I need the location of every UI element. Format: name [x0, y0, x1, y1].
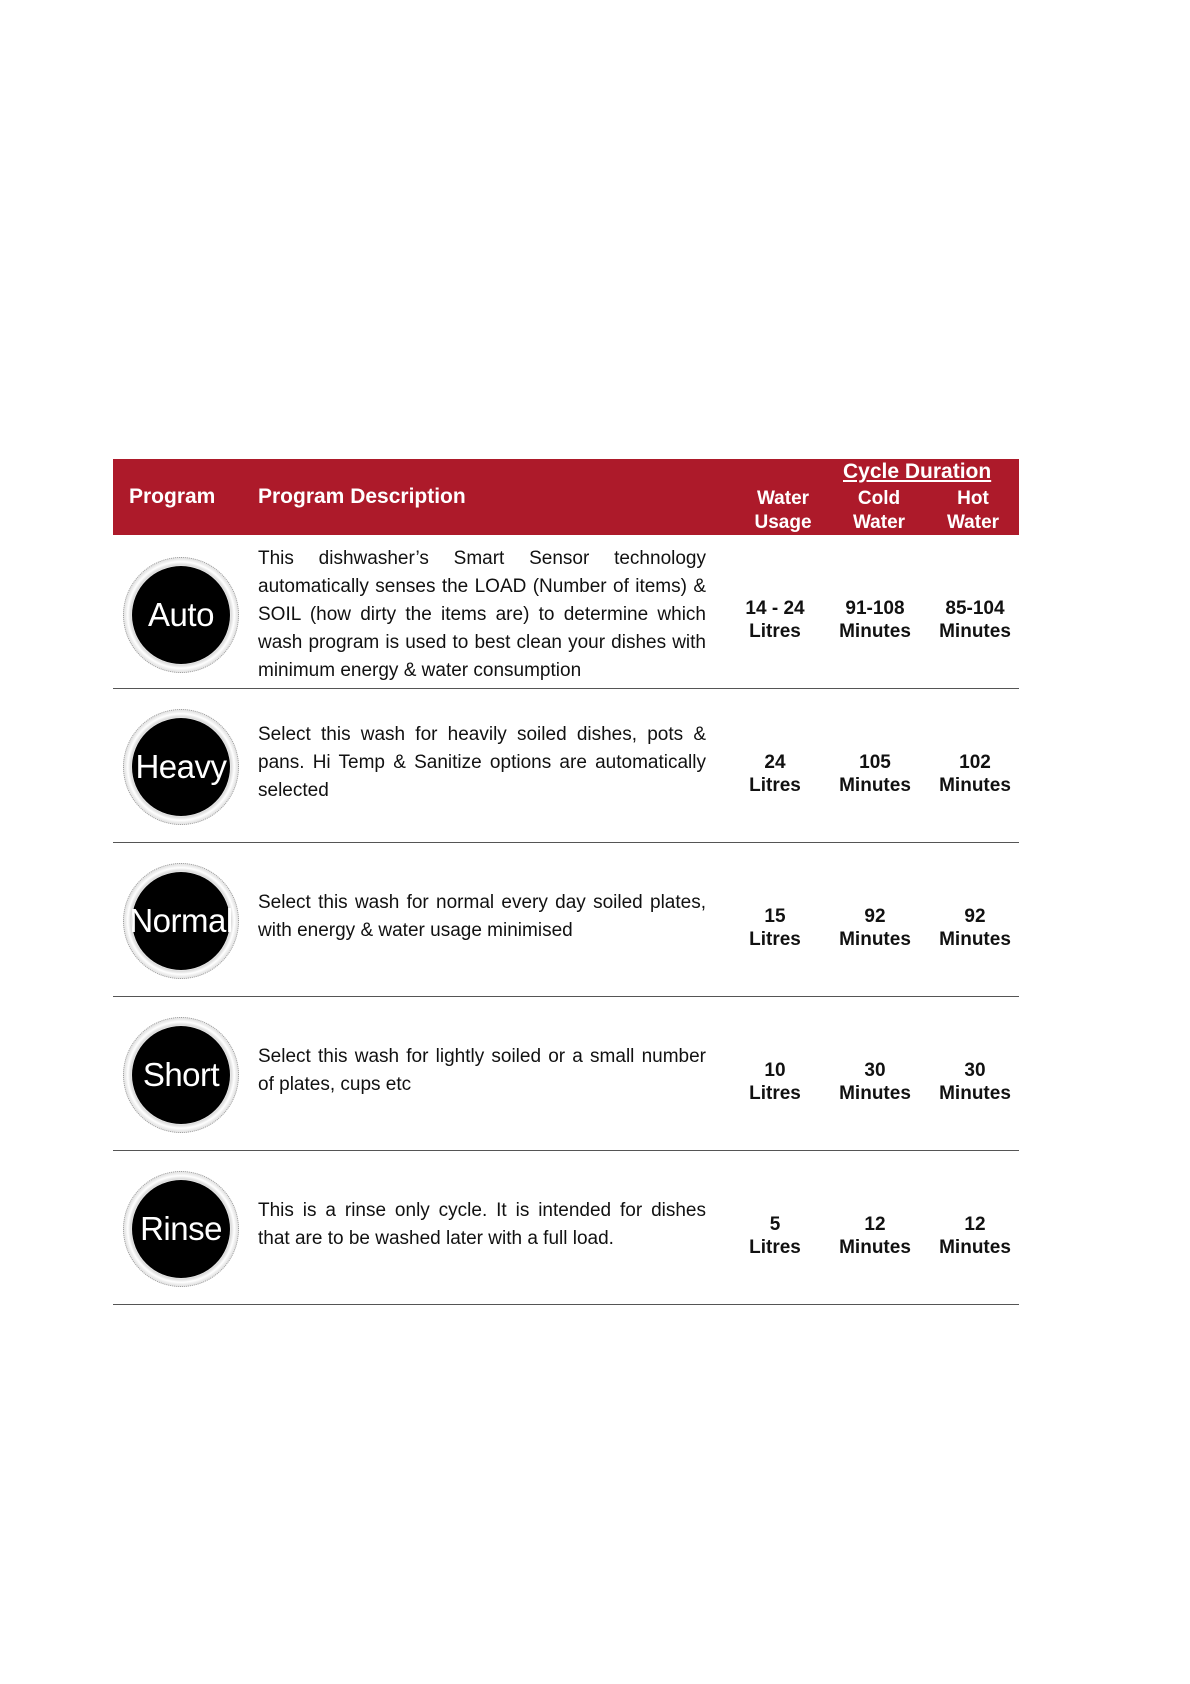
water-usage-value: 5 Litres [749, 1214, 801, 1258]
header-program-description: Program Description [258, 485, 466, 508]
cold-water-duration: 105 Minutes [839, 752, 911, 796]
hot-water-duration: 92 Minutes [939, 906, 1011, 950]
table-row [113, 843, 1019, 997]
program-badge-short [123, 1017, 239, 1133]
program-badge-auto [123, 557, 239, 673]
program-description: This dishwasher’s Smart Sensor technology automatically senses the LOAD (Number of items) & SOIL (how dirty the items are) to determine which wash program is used to best clean your dishes with minimum energy & water consumption [258, 548, 706, 681]
header-water-usage: Water Usage [754, 488, 812, 533]
program-badge-heavy [123, 709, 239, 825]
program-badge-rinse [123, 1171, 239, 1287]
water-usage-value: 24 Litres [749, 752, 801, 796]
cold-water-duration: 30 Minutes [839, 1060, 911, 1104]
program-badge-normal [123, 863, 239, 979]
cold-water-duration: 92 Minutes [839, 906, 911, 950]
badge-label: Normal [132, 872, 230, 970]
badge-label: Heavy [132, 718, 230, 816]
hot-water-duration: 12 Minutes [939, 1214, 1011, 1258]
table-header [113, 459, 1019, 535]
hot-water-duration: 85-104 Minutes [939, 598, 1011, 642]
badge-label: Short [132, 1026, 230, 1124]
water-usage-value: 14 - 24 Litres [745, 598, 805, 642]
program-description: Select this wash for heavily soiled dishes, pots & pans. Hi Temp & Sanitize options are automatically selected [258, 724, 706, 801]
header-cycle-duration: Cycle Duration [843, 460, 992, 483]
hot-water-duration: 102 Minutes [939, 752, 1011, 796]
water-usage-value: 15 Litres [749, 906, 801, 950]
hot-water-duration: 30 Minutes [939, 1060, 1011, 1104]
table-row [113, 689, 1019, 843]
header-program: Program [129, 485, 216, 508]
cold-water-duration: 12 Minutes [839, 1214, 911, 1258]
table-row [113, 535, 1019, 689]
table-row [113, 997, 1019, 1151]
table-row [113, 1151, 1019, 1305]
header-hot-water: Hot Water [946, 488, 1000, 533]
water-usage-value: 10 Litres [749, 1060, 801, 1104]
header-cold-water: Cold Water [852, 488, 906, 533]
program-description: Select this wash for lightly soiled or a small number of plates, cups etc [258, 1046, 706, 1095]
badge-label: Rinse [132, 1180, 230, 1278]
badge-label: Auto [132, 566, 230, 664]
program-description: Select this wash for normal every day soiled plates, with energy & water usage minimised [258, 892, 706, 941]
program-description: This is a rinse only cycle. It is intended for dishes that are to be washed later with a full load. [258, 1200, 706, 1249]
cold-water-duration: 91-108 Minutes [839, 598, 911, 642]
program-table [113, 459, 1019, 1305]
